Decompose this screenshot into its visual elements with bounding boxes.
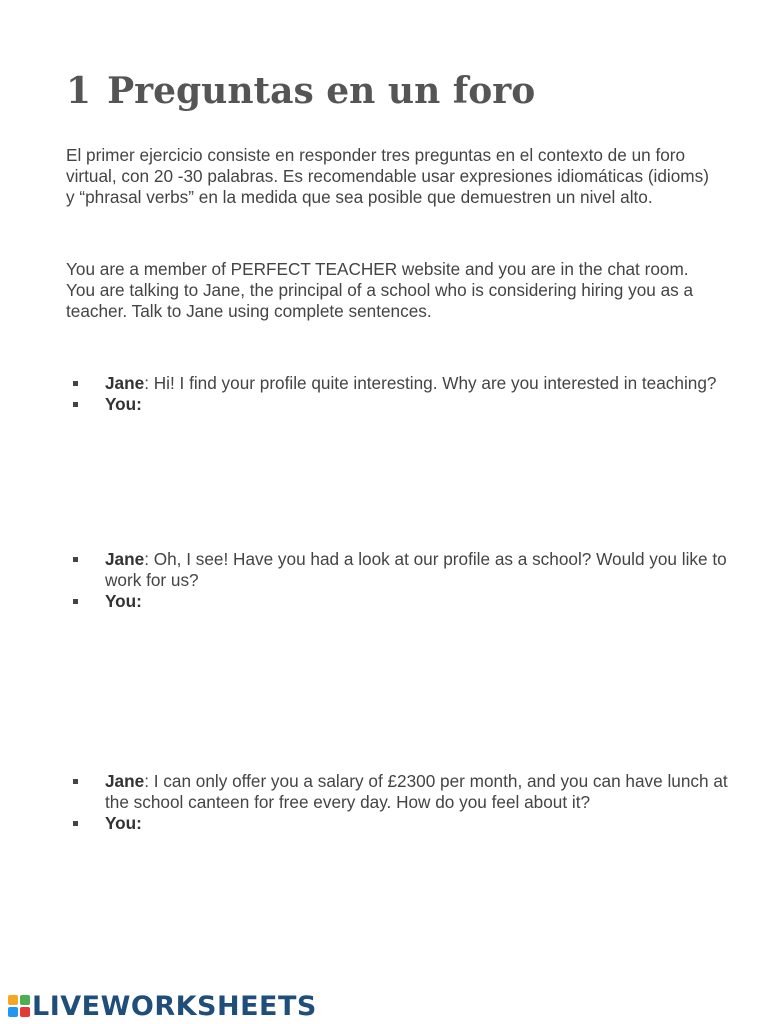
bullet-icon xyxy=(73,599,78,604)
you-line xyxy=(0,813,768,834)
dialogue-block-1 xyxy=(0,373,768,415)
jane-line xyxy=(0,373,768,394)
you-line xyxy=(0,394,768,415)
instructions-spanish: El primer ejercicio consiste en responder tres preguntas en el contexto de un foro virtual, con 20 -30 palabras. Es recomendable usar expresiones idiomáticas (idioms) y “phrasal verbs” en la medida que sea posible que demuestren un nivel alto. xyxy=(66,145,709,207)
dialogue-block-3 xyxy=(0,771,768,833)
bullet-icon xyxy=(73,779,78,784)
jane-line xyxy=(0,549,768,591)
liveworksheets-logo-icon xyxy=(8,995,30,1017)
instructions-english: You are a member of PERFECT TEACHER website and you are in the chat room. You are talking to Jane, the principal of a school who is considering hiring you as a teacher. Talk to Jane using complete sentences. xyxy=(66,259,694,321)
jane-question: : Hi! I find your profile quite interesting. Why are you interested in teaching? xyxy=(144,373,717,393)
bullet-icon xyxy=(73,821,78,826)
speaker-jane: Jane xyxy=(105,373,145,393)
dialogue-block-2 xyxy=(0,549,768,611)
speaker-jane: Jane xyxy=(105,549,145,569)
you-line xyxy=(0,591,768,612)
bullet-icon xyxy=(73,557,78,562)
page-title xyxy=(66,68,535,114)
bullet-icon xyxy=(73,381,78,386)
section-number: 1 xyxy=(66,70,92,112)
section-title: Preguntas en un foro xyxy=(107,70,536,112)
speaker-you: You: xyxy=(105,590,142,611)
jane-question: : Oh, I see! Have you had a look at our profile as a school? Would you like to work for us? xyxy=(105,549,727,590)
bullet-icon xyxy=(73,402,78,407)
brand-name: LIVEWORKSHEETS xyxy=(32,990,317,1022)
speaker-you: You: xyxy=(105,812,142,833)
jane-line xyxy=(0,771,768,813)
jane-question: : I can only offer you a salary of £2300 per month, and you can have lunch at the school canteen for free every day. How do you feel about it? xyxy=(105,771,728,812)
speaker-jane: Jane xyxy=(105,771,145,791)
speaker-you: You: xyxy=(105,393,142,414)
liveworksheets-logo[interactable] xyxy=(8,990,317,1022)
